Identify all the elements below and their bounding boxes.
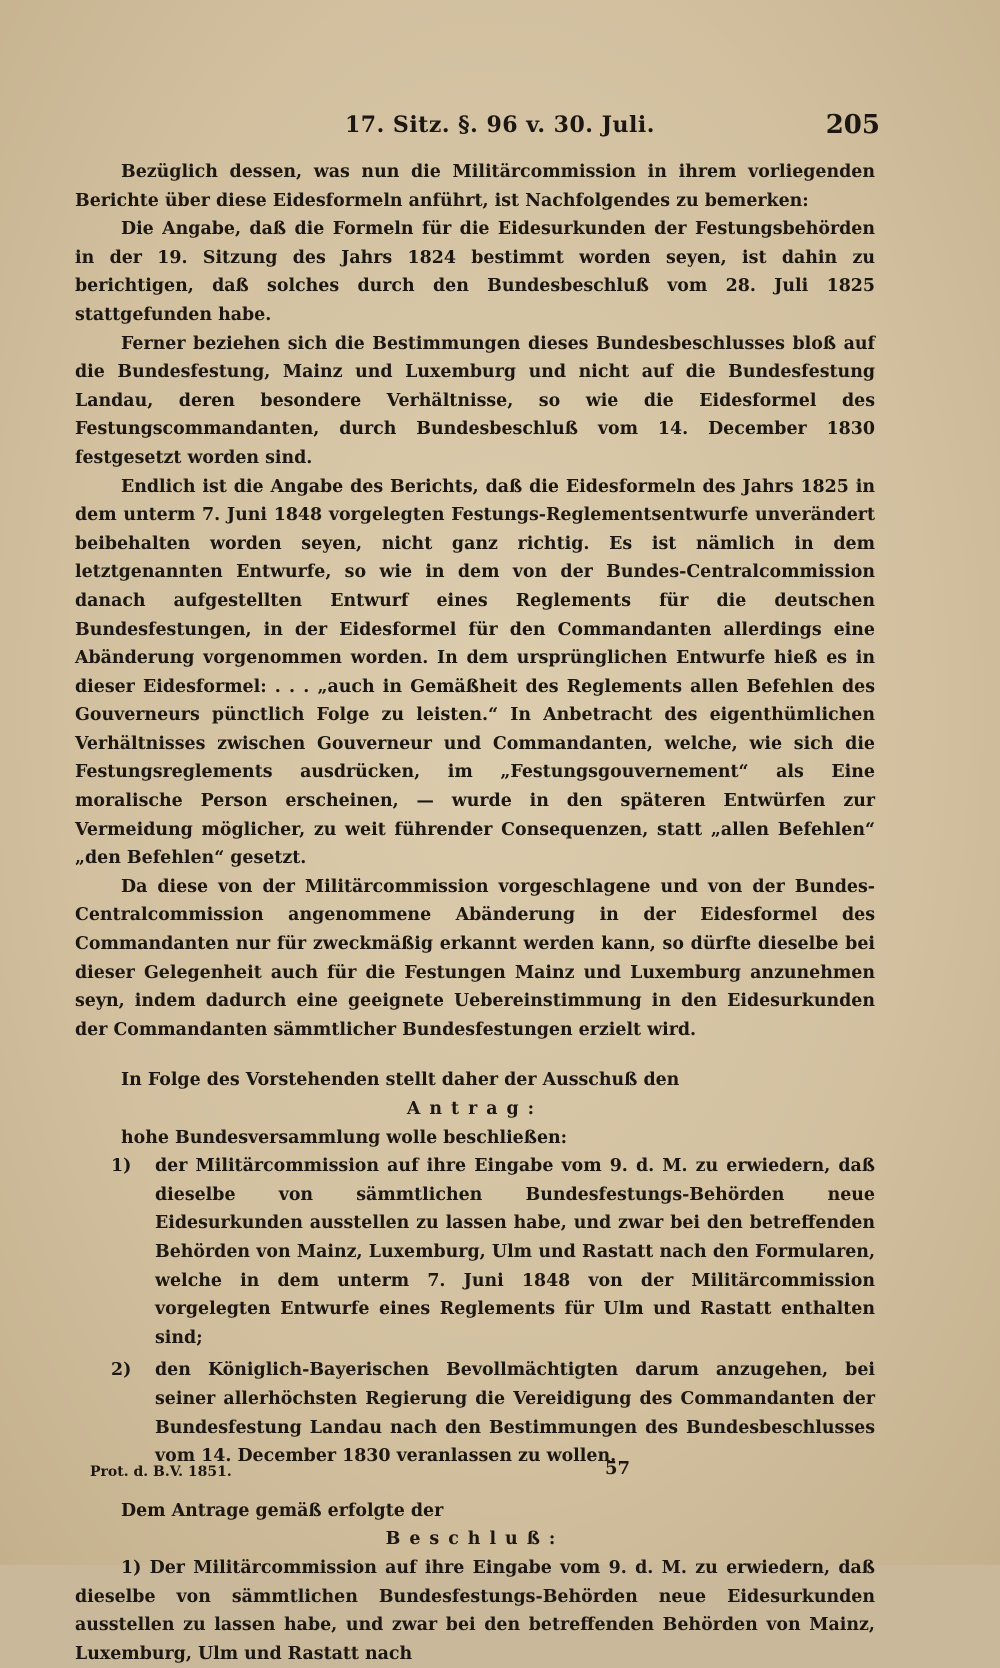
resolution-intro: Dem Antrage gemäß erfolgte der [121,1500,444,1521]
item-text: der Militärcommission auf ihre Eingabe vom 9. d. M. zu erwiedern, daß dieselbe von sämmtlichen Bundesfestungs-Behörden neue Eidesurkunden ausstellen zu lassen habe, und zwar bei den betreffenden Behörden von Mainz, Luxemburg, Ulm und Rastatt nach den Formularen, welche in dem unterm 7. Juni 1848 von der Militärcommission vorgelegten Entwurfe eines Reglements für Ulm und Rastatt enthalten sind; [155,1156,875,1348]
item-text: den Königlich-Bayerischen Bevollmächtigten darum anzugehen, bei seiner allerhöchsten Regierung die Vereidigung des Commandanten der Bundesfestung Landau nach den Bestimmungen des Bundesbeschlusses vom 14. December 1830 veranlassen zu wollen. [155,1360,875,1467]
motion-lead: hohe Bundesversammlung wolle beschließen: [121,1127,568,1148]
motion-items [75,1152,875,1471]
motion-item [111,1356,875,1470]
paragraph: Bezüglich dessen, was nun die Militärcommission in ihrem vorliegenden Berichte über diese Eidesformeln anführt, ist Nachfolgendes zu bemerken: [75,162,875,211]
motion-heading: Antrag: [406,1099,544,1119]
item-number: 2) [111,1360,132,1381]
item-number: 1) [111,1156,132,1177]
page-header [60,112,880,148]
paragraph: Endlich ist die Angabe des Berichts, daß die Eidesformeln des Jahrs 1825 in dem unterm 7. Juni 1848 vorgelegten Festungs-Reglementsentwurfe unverändert beibehalten worden seyen, nicht ganz richtig. Es ist nämlich in dem letztgenannten Entwurfe, so wie in dem von der Bundes-Centralcommission danach aufgestellten Entwurf eines Reglements für die deutschen Bundesfestungen, in der Eidesformel für den Commandanten allerdings eine Abänderung vorgenommen worden. In dem ursprünglichen Entwurfe hieß es in dieser Eidesformel: . . . „auch in Gemäßheit des Reglements allen Befehlen des Gouverneurs pünctlich Folge zu leisten.“ In Anbetracht des eigenthümlichen Verhältnisses zwischen Gouverneur und Commandanten, welche, wie sich die Festungsreglements ausdrücken, im „Festungsgouvernement“ als Eine moralische Person erscheinen, — wurde in den späteren Entwürfen zur Vermeidung möglicher, zu weit führender Consequenzen, statt „allen Befehlen“ „den Befehlen“ gesetzt. [75,476,875,869]
resolution-text: 1) Der Militärcommission auf ihre Eingabe vom 9. d. M. zu erwiedern, daß dieselbe von sämmtlichen Bundesfestungs-Behörden neue Eidesurkunden ausstellen zu lassen habe, und zwar bei den betreffenden Behörden von Mainz, Luxemburg, Ulm und Rastatt nach [75,1557,875,1664]
paragraph: Die Angabe, daß die Formeln für die Eidesurkunden der Festungsbehörden in der 19. Sitzung des Jahrs 1824 bestimmt worden seyen, ist dahin zu berichtigen, daß solches durch den Bundesbeschluß vom 28. Juli 1825 stattgefunden habe. [75,219,875,325]
page-footer [60,1458,880,1488]
running-title: 17. Sitz. §. 96 v. 30. Juli. [345,112,655,138]
motion-item [111,1152,875,1352]
signature-mark: 57 [605,1458,631,1479]
body-text [75,158,875,1668]
resolution-heading: Beschluß: [385,1529,565,1550]
motion-intro: In Folge des Vorstehenden stellt daher der Ausschuß den [121,1070,680,1091]
paragraph: Da diese von der Militärcommission vorgeschlagene und von der Bundes-Centralcommission angenommene Abänderung in der Eidesformel des Commandanten nur für zweckmäßig erkannt werden kann, so dürfte dieselbe bei dieser Gelegenheit auch für die Festungen Mainz und Luxemburg anzunehmen seyn, indem dadurch eine geeignete Uebereinstimmung in den Eidesurkunden der Commandanten sämmtlicher Bundesfestungen erzielt wird. [75,876,875,1040]
protocol-reference: Prot. d. B.V. 1851. [90,1464,232,1480]
paragraph: Ferner beziehen sich die Bestimmungen dieses Bundesbeschlusses bloß auf die Bundesfestung, Mainz und Luxemburg und nicht auf die Bundesfestung Landau, deren besondere Verhältnisse, so wie die Eidesformel des Festungscommandanten, durch Bundesbeschluß vom 14. December 1830 festgesetzt worden sind. [75,333,875,468]
spacer [75,1044,875,1066]
page-number: 205 [825,110,880,140]
